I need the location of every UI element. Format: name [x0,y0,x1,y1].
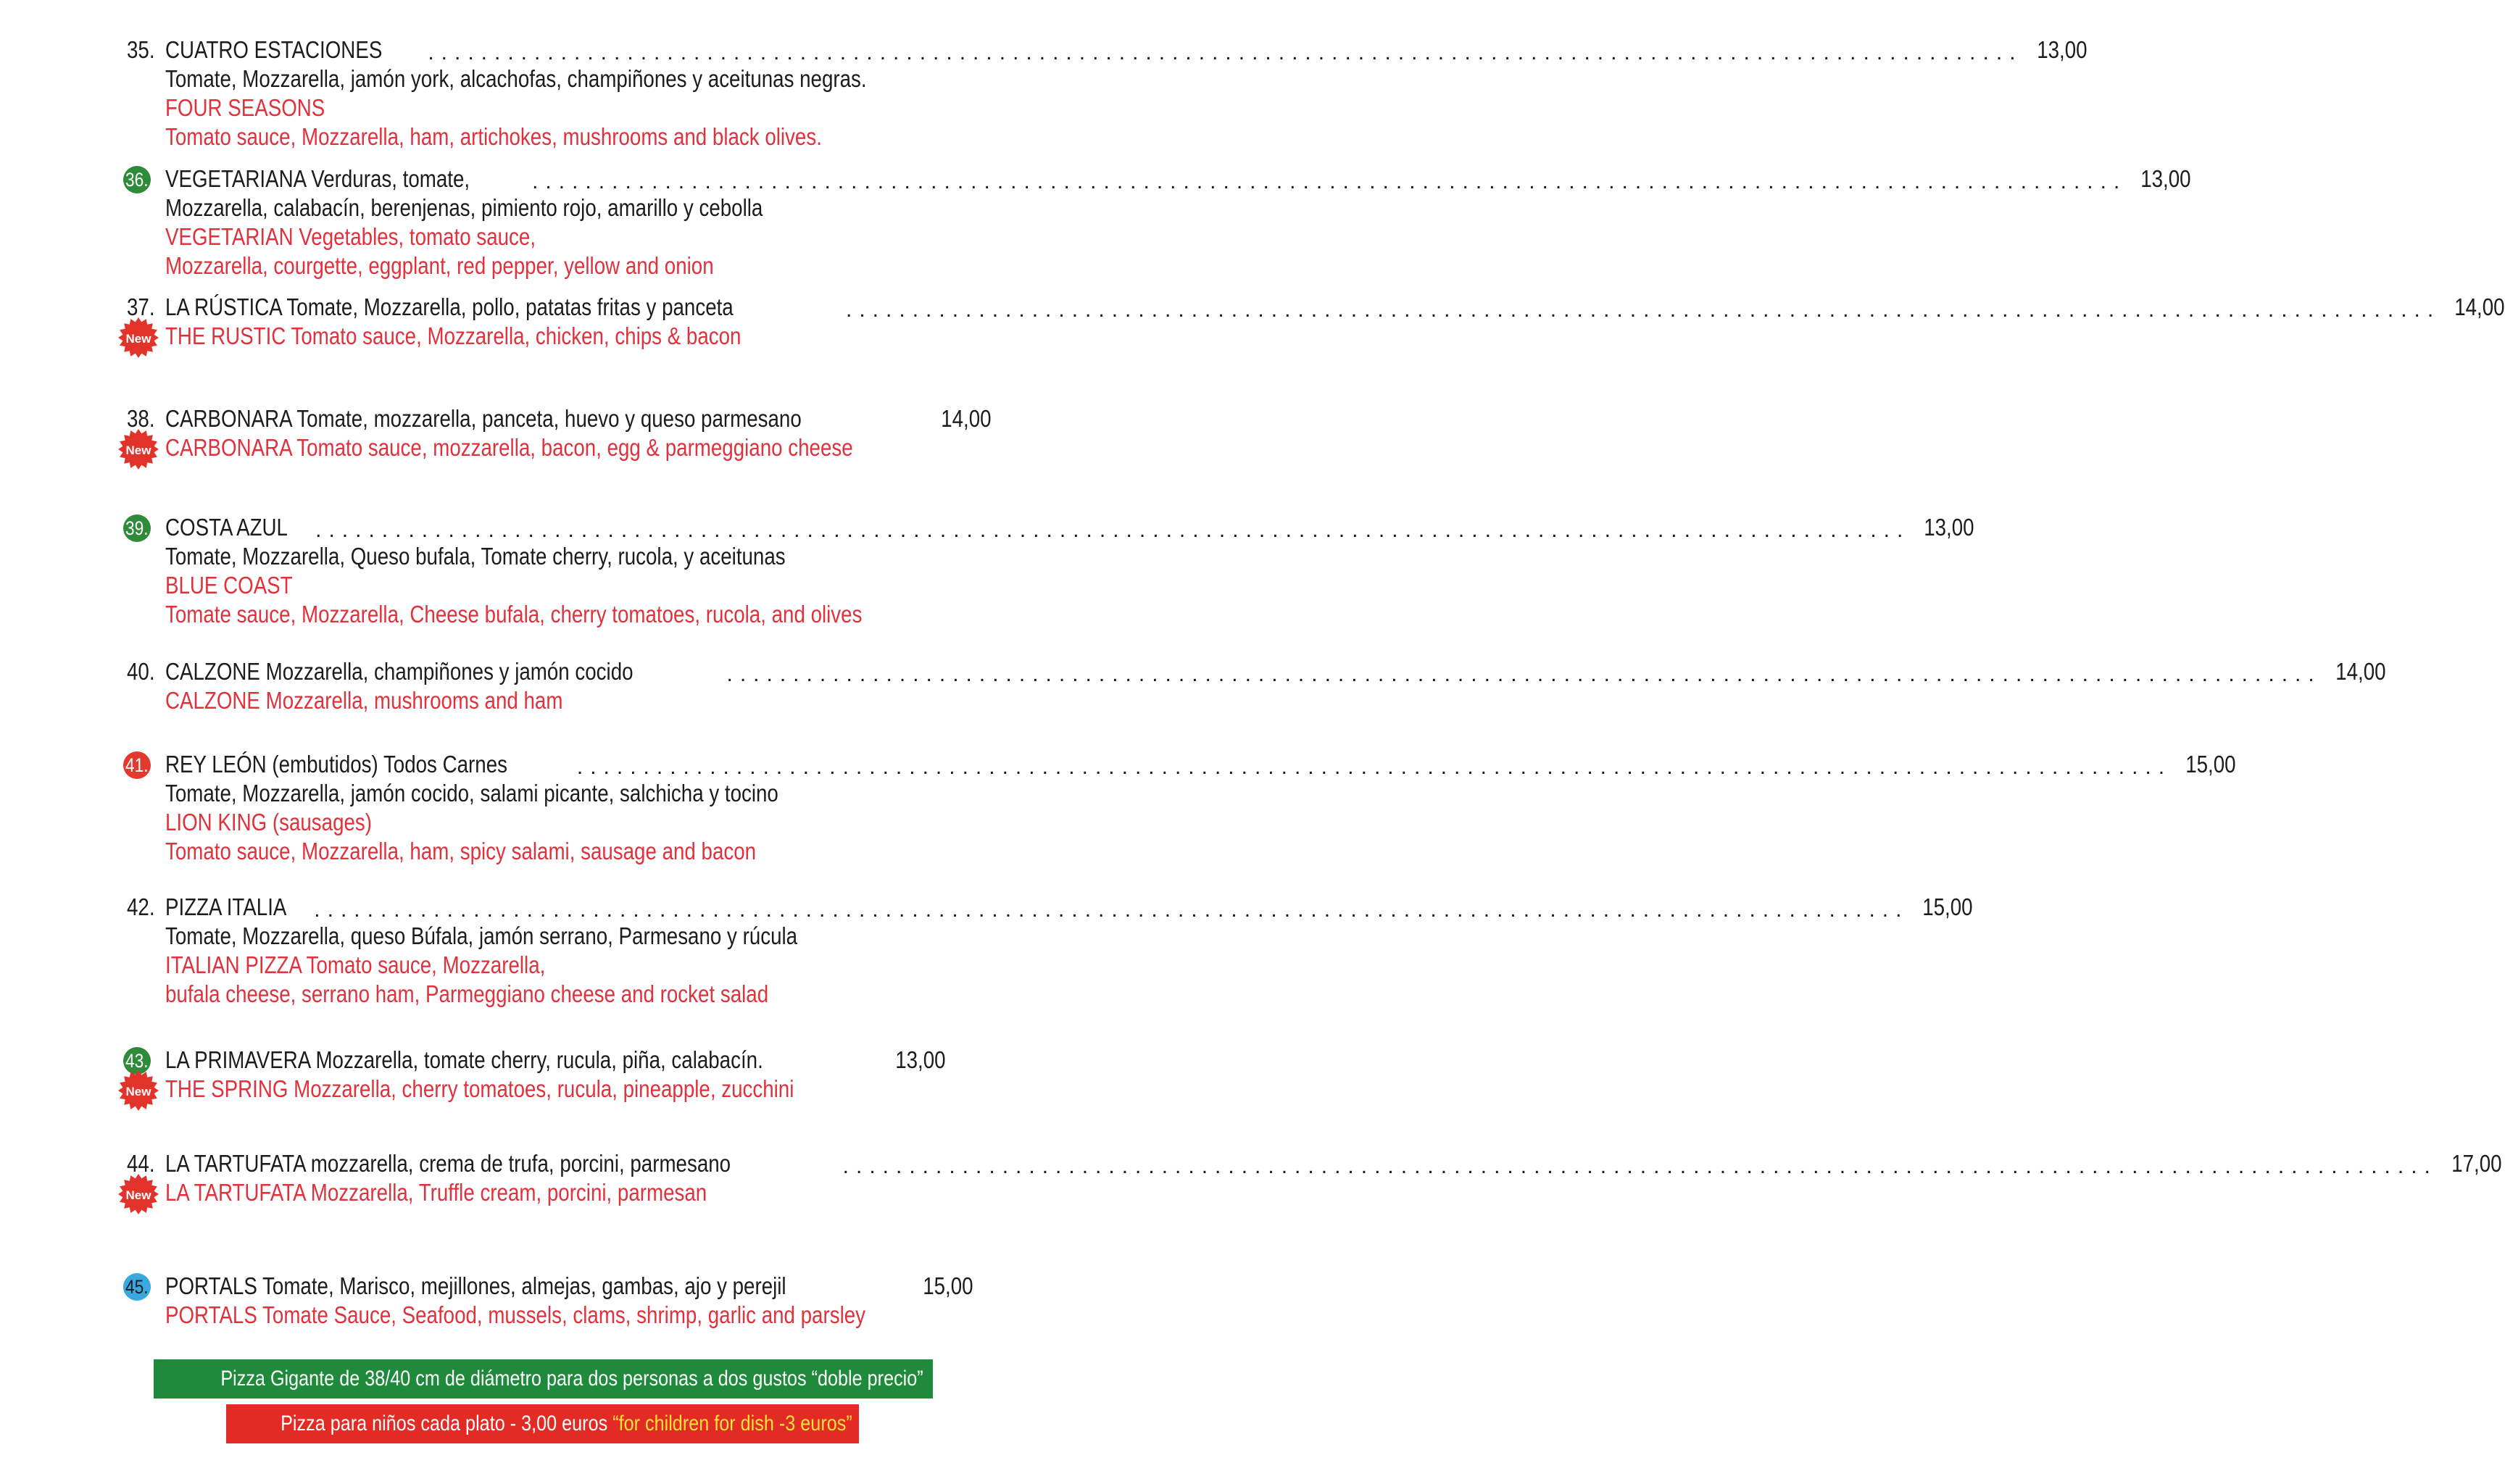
dot-leader: ........................................................................................................................ [314,898,1909,922]
item-number: 45. [125,1276,149,1298]
item-title-row [165,35,2088,65]
item-description-en: Tomato sauce, Mozzarella, ham, artichokes, mushrooms and black olives. [165,123,822,150]
item-description-en: LA TARTUFATA Mozzarella, Truffle cream, porcini, parmesan [165,1179,707,1206]
item-price: 17,00 [2451,1150,2502,1177]
item-price: 14,00 [2454,293,2505,320]
item-description-en: LION KING (sausages) [165,809,372,835]
item-number: 44. [127,1150,155,1177]
item-description-en: ITALIAN PIZZA Tomato sauce, Mozzarella, [165,951,546,978]
new-badge-icon [117,1070,159,1112]
item-number: 39. [125,517,149,539]
item-number: 36. [125,169,149,191]
item-title: CUATRO ESTACIONES [165,36,383,63]
giant-pizza-text: Pizza Gigante de 38/40 cm de diámetro para dos personas a dos gustos “doble precio” [220,1367,923,1391]
item-description-en: FOUR SEASONS [165,94,325,121]
item-title-row [165,1149,2502,1179]
giant-pizza-banner [154,1359,933,1398]
item-price: 14,00 [941,405,992,432]
item-description-en: bufala cheese, serrano ham, Parmeggiano cheese and rocket salad [165,980,769,1007]
item-title: VEGETARIANA Verduras, tomate, [165,165,470,192]
new-label: New [125,443,151,457]
dot-leader: ........................................................................................................................ [576,755,2172,779]
new-badge-icon [117,317,159,359]
item-description-en: VEGETARIAN Vegetables, tomato sauce, [165,223,536,250]
new-label: New [125,332,151,346]
item-price: 15,00 [922,1272,973,1299]
item-number: 42. [127,893,155,920]
item-price: 15,00 [1922,893,1974,920]
item-number-badge [123,514,151,542]
item-title-row [165,892,1974,922]
item-number-badge [123,1273,151,1301]
item-price: 13,00 [1924,514,1974,541]
new-label: New [125,1188,151,1202]
item-title: LA RÚSTICA Tomate, Mozzarella, pollo, patatas fritas y panceta [165,293,734,320]
item-title: LA PRIMAVERA Mozzarella, tomate cherry, rucula, piña, calabacín. [165,1046,763,1073]
item-price: 13,00 [2140,165,2191,192]
item-description-en: THE SPRING Mozzarella, cherry tomatoes, rucula, pineapple, zucchini [165,1075,794,1102]
new-badge-icon [117,1173,159,1215]
item-title: CALZONE Mozzarella, champiñones y jamón cocido [165,658,633,685]
item-description-es: Mozzarella, calabacín, berenjenas, pimiento rojo, amarillo y cebolla [165,194,763,221]
item-title-row [165,1045,946,1075]
dot-leader: ........................................................................................................................ [846,298,2441,322]
item-number: 40. [127,658,155,685]
item-number: 37. [127,293,155,320]
item-number: 41. [125,754,149,776]
item-description-en: Mozzarella, courgette, eggplant, red pepper, yellow and onion [165,252,714,279]
item-description-es: Tomate, Mozzarella, queso Búfala, jamón serrano, Parmesano y rúcula [165,922,798,949]
item-price: 13,00 [895,1046,946,1073]
dot-leader: ........................................................................................................................ [315,518,1911,542]
item-number: 38. [127,405,155,432]
dot-leader: ........................................................................................................................ [532,170,2127,193]
item-title-row [165,164,2191,194]
item-description-en: CALZONE Mozzarella, mushrooms and ham [165,687,563,714]
item-title-row [165,656,2386,687]
item-title: REY LEÓN (embutidos) Todos Carnes [165,751,507,778]
item-title: COSTA AZUL [165,514,288,541]
item-description-en: PORTALS Tomate Sauce, Seafood, mussels, clams, shrimp, garlic and parsley [165,1301,866,1328]
item-description-en: THE RUSTIC Tomato sauce, Mozzarella, chicken, chips & bacon [165,322,741,349]
item-price: 15,00 [2185,751,2236,778]
kids-pizza-text-en: “for children for dish -3 euros” [612,1412,852,1435]
item-title-row [165,292,2505,322]
item-description-en: Tomate sauce, Mozzarella, Cheese bufala, cherry tomatoes, rucola, and olives [165,601,863,628]
item-description-en: Tomato sauce, Mozzarella, ham, spicy salami, sausage and bacon [165,838,757,864]
item-number: 35. [127,36,155,63]
item-title: CARBONARA Tomate, mozzarella, panceta, huevo y queso parmesano [165,405,802,432]
new-label: New [125,1085,151,1099]
kids-pizza-banner [226,1404,859,1443]
item-description-es: Tomate, Mozzarella, Queso bufala, Tomate cherry, rucola, y aceitunas [165,543,786,570]
item-price: 14,00 [2335,658,2386,685]
item-number-badge [123,751,151,779]
item-title-row [165,749,2236,780]
kids-pizza-text: Pizza para niños cada plato - 3,00 euros [281,1412,613,1435]
dot-leader: ........................................................................................................................ [842,1154,2438,1178]
item-description-en: CARBONARA Tomato sauce, mozzarella, bacon, egg & parmeggiano cheese [165,434,853,461]
item-number-badge [123,166,151,193]
item-title-row [165,404,992,434]
item-description-es: Tomate, Mozzarella, jamón york, alcachofas, champiñones y aceitunas negras. [165,65,867,92]
item-description-es: Tomate, Mozzarella, jamón cocido, salami picante, salchicha y tocino [165,780,778,806]
item-title: PIZZA ITALIA [165,893,287,920]
dot-leader: ........................................................................................................................ [428,41,2023,64]
item-title-row [165,512,1974,543]
item-price: 13,00 [2036,36,2088,63]
item-title-row [165,1271,973,1301]
dot-leader: ........................................................................................................................ [726,662,2322,686]
item-title: PORTALS Tomate, Marisco, mejillones, almejas, gambas, ajo y perejil [165,1272,786,1299]
item-title: LA TARTUFATA mozzarella, crema de trufa, porcini, parmesano [165,1150,731,1177]
item-description-en: BLUE COAST [165,572,293,599]
new-badge-icon [117,428,159,470]
item-number: 43. [125,1050,149,1072]
